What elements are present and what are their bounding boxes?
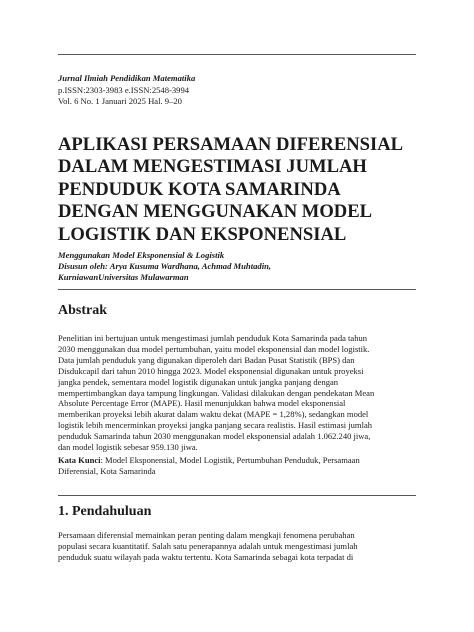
keywords-text: : Model Eksponensial, Model Logistik, Pertumbuhan Penduduk, Persamaan bbox=[100, 455, 360, 465]
journal-name: Jurnal Ilmiah Pendidikan Matematika bbox=[58, 73, 196, 83]
abstract-line: jangka pendek, sementara model logistik digunakan untuk jangka panjang dengan bbox=[58, 376, 339, 387]
intro-line: penduduk suatu wilayah pada waktu tertentu. Kota Samarinda sebagai kota terpadat di bbox=[58, 551, 354, 562]
abstract-line: Disdukcapil dari tahun 2010 hingga 2023. Model eksponensial digunakan untuk proyeksi bbox=[58, 365, 364, 376]
section-divider-intro bbox=[58, 495, 416, 496]
abstract-heading: Abstrak bbox=[58, 303, 108, 318]
abstract-line: Data jumlah penduduk yang digunakan diperoleh dari Badan Pusat Statistik (BPS) dan bbox=[58, 354, 355, 365]
abstract-line: penduduk Samarinda tahun 2030 menggunakan model eksponensial adalah 1.062.240 jiwa, bbox=[58, 431, 371, 442]
keywords bbox=[58, 455, 418, 477]
title-line: APLIKASI PERSAMAAN DIFERENSIAL bbox=[58, 134, 404, 155]
abstract-line: Penelitian ini bertujuan untuk mengestimasi jumlah penduduk Kota Samarinda pada tahun bbox=[58, 333, 368, 343]
intro-line: Persamaan diferensial memainkan peran penting dalam mengkaji fenomena perubahan bbox=[58, 530, 355, 540]
header-divider-top bbox=[58, 54, 416, 55]
abstract-line: dan model logistik sebesar 959.130 jiwa. bbox=[58, 442, 198, 453]
abstract-line: memberikan proyeksi lebih akurat dalam waktu dekat (MAPE = 1,28%), sedangkan model bbox=[58, 409, 369, 420]
paper-title bbox=[58, 134, 420, 246]
abstract-body bbox=[58, 333, 418, 453]
section-divider-abstract bbox=[58, 289, 416, 290]
intro-body bbox=[58, 530, 418, 563]
journal-info bbox=[58, 73, 418, 108]
title-line: DALAM MENGESTIMASI JUMLAH bbox=[58, 156, 367, 178]
title-line: PENDUDUK KOTA SAMARINDA bbox=[58, 178, 341, 200]
title-line: LOGISTIK DAN EKSPONENSIAL bbox=[58, 223, 347, 245]
abstract-line: logistik lebih mencerminkan proyeksi jangka panjang secara realistis. Hasil estimasi jumlah bbox=[58, 420, 373, 431]
journal-issn: p.ISSN:2303-3983 e.ISSN:2548-3994 bbox=[58, 84, 190, 95]
keywords-first-line bbox=[58, 455, 418, 466]
keywords-label: Kata Kunci bbox=[58, 455, 101, 465]
abstract-line: Absolute Percentage Error (MAPE). Hasil menunjukkan bahwa model eksponensial bbox=[58, 398, 346, 409]
intro-heading: 1. Pendahuluan bbox=[58, 504, 152, 519]
paper-meta bbox=[58, 250, 418, 284]
journal-volume: Vol. 6 No. 1 Januari 2025 Hal. 9–20 bbox=[58, 96, 182, 106]
intro-line: populasi secara kuantitatif. Salah satu penerapannya adalah untuk mengestimasi jumlah bbox=[58, 540, 358, 551]
abstract-line: mempertimbangkan daya tampung lingkungan. Validasi dilakukan dengan pendekatan Mean bbox=[58, 387, 375, 398]
paper-authors: Disusun oleh: Arya Kusuma Wardhana, Achmad Muhtadin, bbox=[58, 261, 272, 272]
abstract-line: 2030 menggunakan dua model pertumbuhan, yaitu model eksponensial dan model logistik. bbox=[58, 343, 370, 354]
paper-affiliation: KurniawanUniversitas Mulawarman bbox=[58, 272, 189, 283]
keywords-text-continued: Diferensial, Kota Samarinda bbox=[58, 465, 156, 476]
title-line: DENGAN MENGGUNAKAN MODEL bbox=[58, 201, 373, 223]
paper-subtitle: Menggunakan Model Eksponensial & Logistik bbox=[58, 250, 225, 260]
